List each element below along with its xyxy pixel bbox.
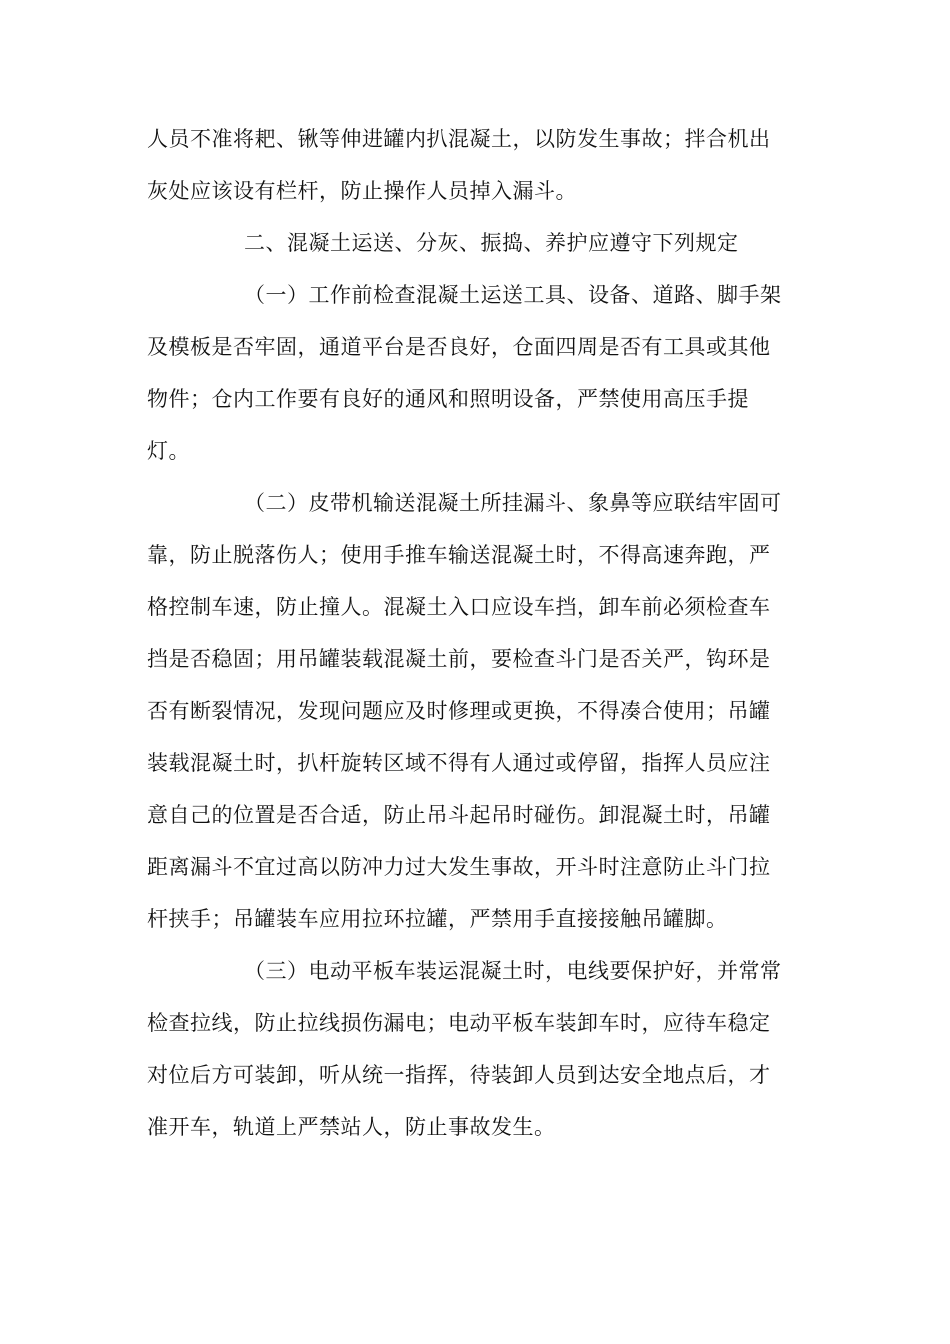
- text-line: 杆挟手；吊罐装车应用拉环拉罐，严禁用手直接接触吊罐脚。: [147, 907, 728, 931]
- section-heading: 二、混凝土运送、分灰、振捣、养护应遵守下列规定: [244, 231, 739, 255]
- text-line: 装载混凝土时，扒杆旋转区域不得有人通过或停留，指挥人员应注: [147, 751, 771, 775]
- text-line: 对位后方可装卸，听从统一指挥，待装卸人员到达安全地点后，才: [147, 1063, 771, 1087]
- text-line: 灯。: [147, 439, 190, 463]
- text-line: 否有断裂情况，发现问题应及时修理或更换，不得凑合使用；吊罐: [147, 699, 771, 723]
- text-line: 及模板是否牢固，通道平台是否良好，仓面四周是否有工具或其他: [147, 335, 771, 359]
- text-line: 人员不准将耙、锹等伸进罐内扒混凝土，以防发生事故；拌合机出: [147, 127, 771, 151]
- text-line: 准开车，轨道上严禁站人，防止事故发生。: [147, 1115, 556, 1139]
- text-line: 挡是否稳固；用吊罐装载混凝土前，要检查斗门是否关严，钩环是: [147, 647, 771, 671]
- text-line: 意自己的位置是否合适，防止吊斗起吊时碰伤。卸混凝土时，吊罐: [147, 803, 771, 827]
- text-line: 灰处应该设有栏杆，防止操作人员掉入漏斗。: [147, 179, 577, 203]
- paragraph-first-line: （一）工作前检查混凝土运送工具、设备、道路、脚手架: [244, 283, 782, 307]
- text-line: 距离漏斗不宜过高以防冲力过大发生事故，开斗时注意防止斗门拉: [147, 855, 771, 879]
- paragraph-first-line: （二）皮带机输送混凝土所挂漏斗、象鼻等应联结牢固可: [244, 491, 782, 515]
- text-line: 物件；仓内工作要有良好的通风和照明设备，严禁使用高压手提: [147, 387, 749, 411]
- text-line: 靠，防止脱落伤人；使用手推车输送混凝土时，不得高速奔跑，严: [147, 543, 771, 567]
- text-line: 检查拉线，防止拉线损伤漏电；电动平板车装卸车时，应待车稳定: [147, 1011, 771, 1035]
- text-line: 格控制车速，防止撞人。混凝土入口应设车挡，卸车前必须检查车: [147, 595, 771, 619]
- paragraph-first-line: （三）电动平板车装运混凝土时，电线要保护好，并常常: [244, 959, 782, 983]
